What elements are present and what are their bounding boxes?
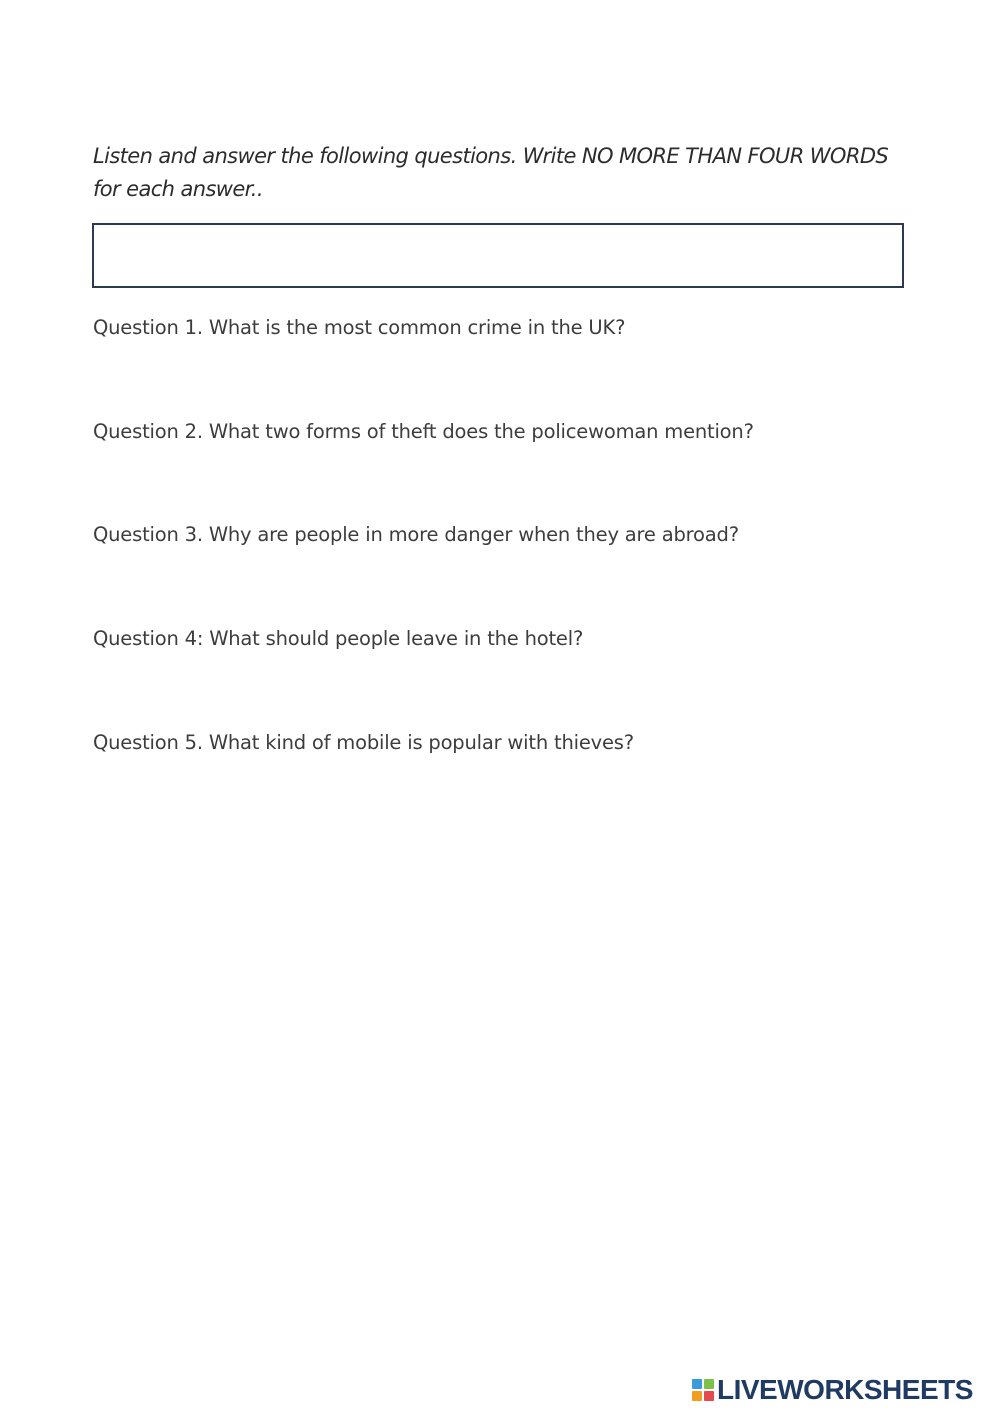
liveworksheets-logo-icon xyxy=(692,1379,714,1401)
question-1: Question 1. What is the most common crime in the UK? xyxy=(93,316,626,339)
question-3: Question 3. Why are people in more danger when they are abroad? xyxy=(93,523,739,546)
logo-square xyxy=(704,1379,714,1389)
liveworksheets-logo xyxy=(692,1375,973,1405)
question-4: Question 4: What should people leave in the hotel? xyxy=(93,627,584,650)
logo-wordmark: LIVEWORKSHEETS xyxy=(717,1374,973,1405)
logo-square xyxy=(704,1391,714,1401)
answer-input-box[interactable] xyxy=(92,223,904,288)
logo-square xyxy=(692,1379,702,1389)
instructions-text: Listen and answer the following questions. Write NO MORE THAN FOUR WORDS for each answer.. xyxy=(93,144,889,201)
question-5: Question 5. What kind of mobile is popular with thieves? xyxy=(93,731,634,754)
question-2: Question 2. What two forms of theft does the policewoman mention? xyxy=(93,420,754,443)
logo-square xyxy=(692,1391,702,1401)
